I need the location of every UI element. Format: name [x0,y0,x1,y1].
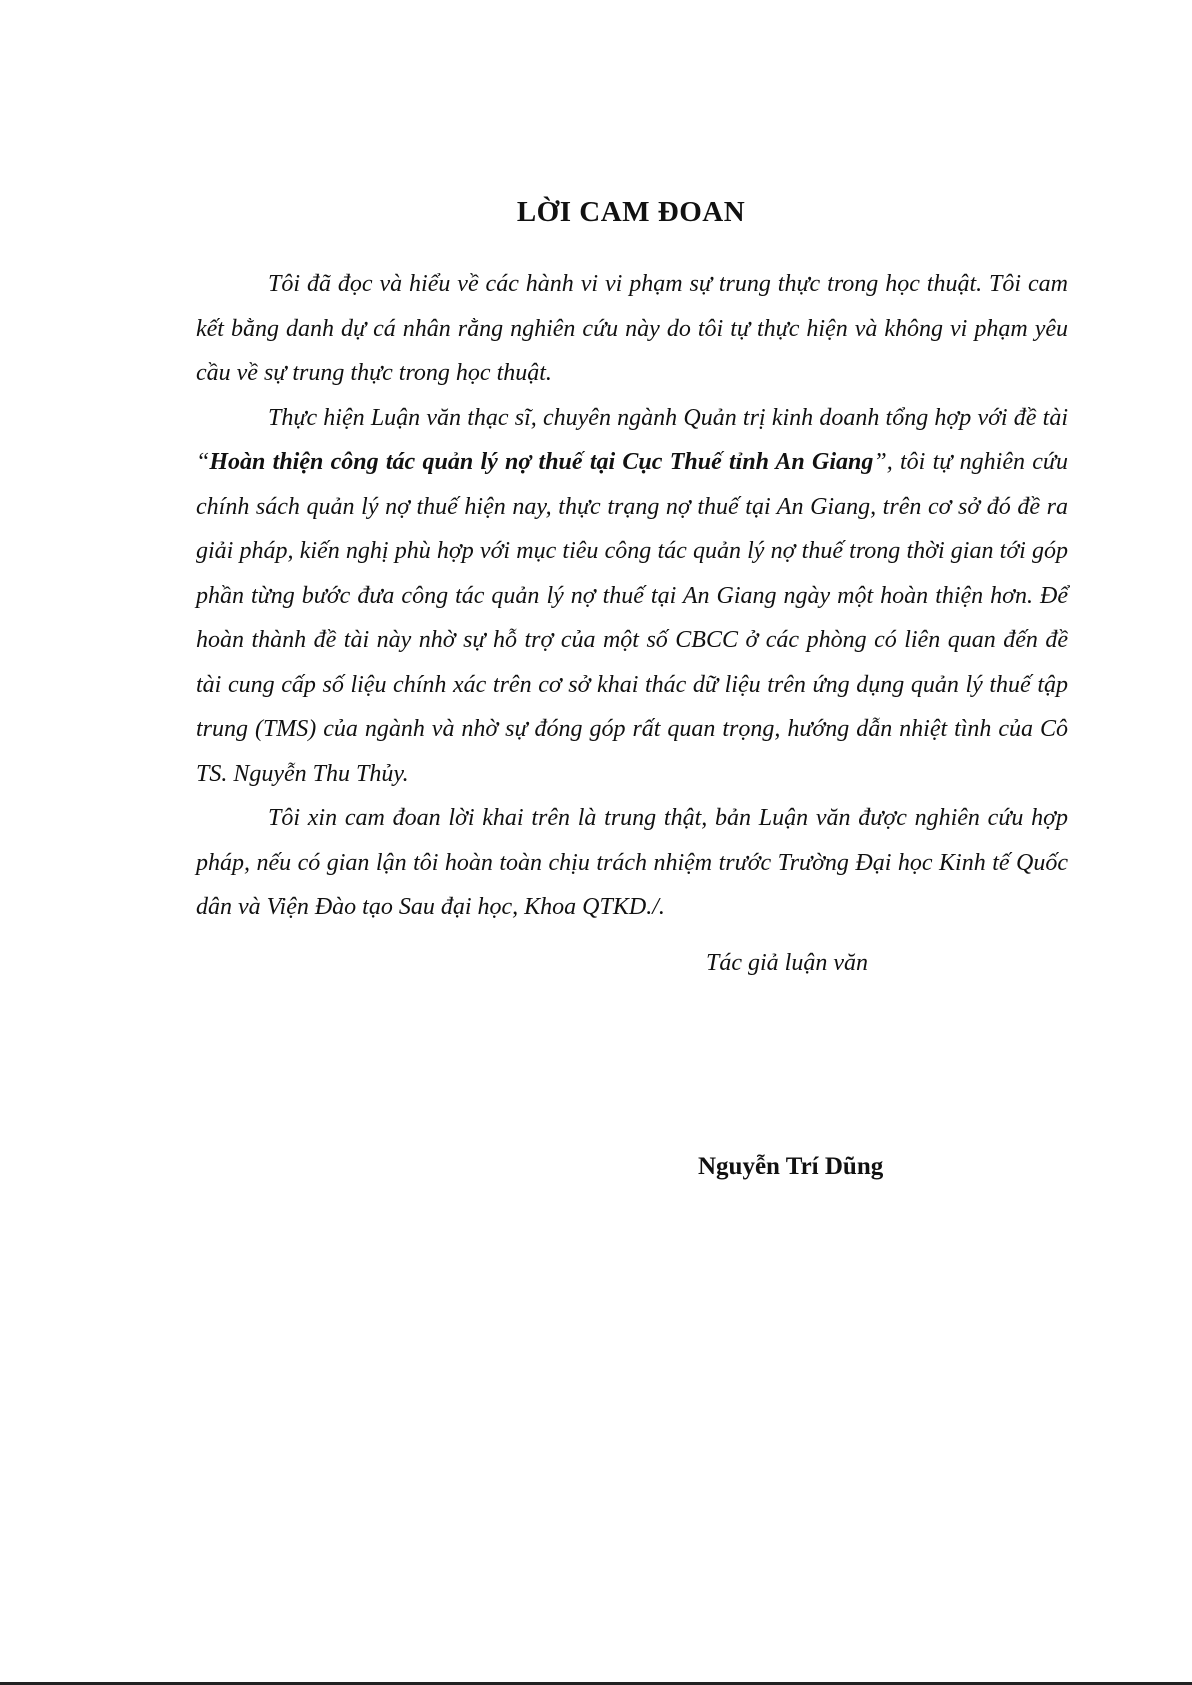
paragraph-thesis-intro: Thực hiện Luận văn thạc sĩ, chuyên ngành Quản trị kinh doanh tổng hợp với đề tài “ [196,404,1068,475]
thesis-title: Hoàn thiện công tác quản lý nợ thuế tại Cục Thuế tỉnh An Giang [209,449,874,475]
paragraph-commitment: Tôi xin cam đoan lời khai trên là trung thật, bản Luận văn được nghiên cứu hợp pháp, nếu có gian lận tôi hoàn toàn chịu trách nhiệm trước Trường Đại học Kinh tế Quốc dân và Viện Đào tạo Sau đại học, Khoa QTKD./. [196,805,1068,920]
declaration-body [196,262,1068,930]
signature-name: Nguyễn Trí Dũng [698,1153,884,1180]
paragraph-thesis-details: ”, tôi tự nghiên cứu chính sách quản lý nợ thuế hiện nay, thực trạng nợ thuế tại An Giang, trên cơ sở đó đề ra giải pháp, kiến nghị phù hợp với mục tiêu công tác quản lý nợ thuế trong thời gian tới góp phần từng bước đưa công tác quản lý nợ thuế tại An Giang ngày một hoàn thiện hơn. Để hoàn thành đề tài này nhờ sự hỗ trợ của một số CBCC ở các phòng có liên quan đến đề tài cung cấp số liệu chính xác trên cơ sở khai thác dữ liệu trên ứng dụng quản lý thuế tập trung (TMS) của ngành và nhờ sự đóng góp rất quan trọng, hướng dẫn nhiệt tình của Cô TS. Nguyễn Thu Thủy. [196,449,1068,787]
paragraph-academic-integrity: Tôi đã đọc và hiểu về các hành vi vi phạm sự trung thực trong học thuật. Tôi cam kết bằng danh dự cá nhân rằng nghiên cứu này do tôi tự thực hiện và không vi phạm yêu cầu về sự trung thực trong học thuật. [196,271,1068,386]
page-title: LỜI CAM ĐOAN [516,196,746,228]
paragraph-thesis-description [196,396,1068,797]
signature-role: Tác giả luận văn [706,950,868,976]
